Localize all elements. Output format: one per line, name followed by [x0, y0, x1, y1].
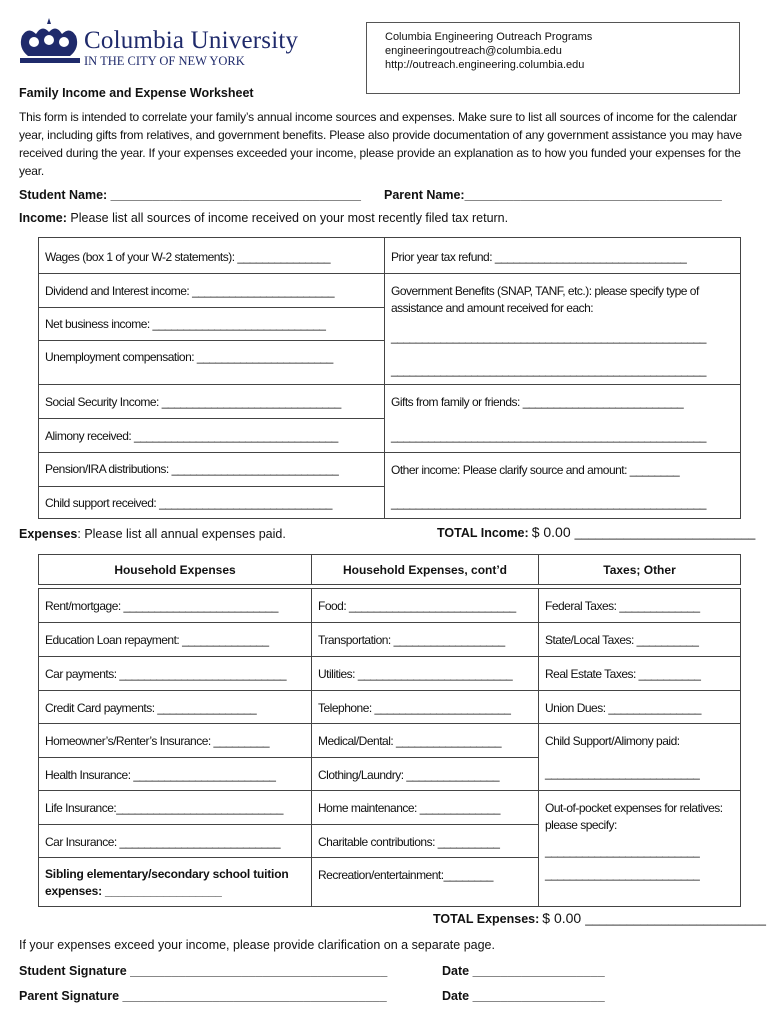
expense-label: Car payments: ___________________________ [45, 667, 287, 681]
expense-label: Rent/mortgage: _________________________ [45, 599, 278, 613]
other-income-label: Other income: Please clarify source and amount: ________ [391, 463, 680, 477]
expense-label: Credit Card payments: ________________ [45, 701, 257, 715]
expense-row-taxes[interactable] [538, 656, 741, 691]
gov-benefits-line-1[interactable]: ___________________________________________________ [391, 330, 706, 344]
child-support-label: Child support received: ____________________________ [45, 496, 332, 510]
income-wages[interactable] [38, 237, 385, 274]
expense-label: Utilities: _________________________ [318, 667, 513, 681]
expense-row-household[interactable] [38, 824, 312, 858]
expense-label: Education Loan repayment: ______________ [45, 633, 269, 647]
wages-label: Wages (box 1 of your W-2 statements): _______________ [45, 250, 331, 264]
header-household-label: Household Expenses [114, 563, 236, 577]
expense-row-household-contd[interactable] [311, 790, 539, 825]
income-prior-refund[interactable] [384, 237, 741, 274]
expense-row-taxes[interactable] [538, 690, 741, 724]
out-of-pocket-line-2[interactable]: _________________________ [545, 867, 700, 881]
expense-label: Union Dues: _______________ [545, 701, 701, 715]
gifts-label: Gifts from family or friends: __________________________ [391, 395, 684, 409]
out-of-pocket-line-1[interactable]: _________________________ [545, 844, 700, 858]
unemployment-label: Unemployment compensation: ______________________ [45, 350, 333, 364]
logo-bar [20, 58, 80, 63]
header-household [38, 554, 312, 585]
income-label: Income: [19, 211, 67, 225]
student-signature-field[interactable]: Student Signature _____________________________________ [19, 964, 388, 978]
other-income-line[interactable]: ___________________________________________________ [391, 496, 706, 510]
expense-label: Recreation/entertainment:________ [318, 868, 493, 882]
income-other[interactable] [384, 452, 741, 519]
expense-label: Life Insurance:___________________________ [45, 801, 283, 815]
expense-row-household-contd[interactable] [311, 690, 539, 724]
child-support-paid-line[interactable]: _________________________ [545, 766, 700, 780]
income-net-business[interactable] [38, 307, 385, 341]
social-security-label: Social Security Income: _____________________________ [45, 395, 341, 409]
expense-out-of-pocket[interactable] [538, 790, 741, 907]
expense-label: Federal Taxes: _____________ [545, 599, 700, 613]
expense-label: Food: ___________________________ [318, 599, 516, 613]
total-expenses-label: TOTAL Expenses: [433, 912, 540, 926]
income-instructions [19, 211, 508, 225]
student-date-field[interactable]: Date ___________________ [442, 964, 605, 978]
header-household-contd [311, 554, 539, 585]
income-pension[interactable] [38, 452, 385, 487]
total-expenses-line: __________________________ [585, 912, 766, 926]
sibling-tuition-label: Sibling elementary/secondary school tuition expenses: __________________ [45, 867, 289, 898]
income-social-security[interactable] [38, 384, 385, 419]
logo-subtitle: IN THE CITY OF NEW YORK [84, 54, 245, 68]
income-alimony[interactable] [38, 418, 385, 453]
expense-label: Home maintenance: _____________ [318, 801, 500, 815]
total-income-row [437, 524, 755, 540]
expense-row-household-contd[interactable] [311, 622, 539, 657]
expense-row-taxes[interactable] [538, 622, 741, 657]
expense-child-support-paid[interactable] [538, 723, 741, 791]
intro-text: This form is intended to correlate your family’s annual income sources and expenses. Make sure to list all sources of income for the calendar year, including gifts from relatives, and government benefits. Please also provide documentation of any government assistance you may have received during the year. If your expenses exceeded your income, please provide an explanation as to how you funded your expenses for the year. [19, 110, 742, 178]
expense-row-taxes[interactable] [538, 588, 741, 623]
total-expenses-value[interactable]: $ 0.00 [542, 910, 582, 926]
expenses-text: : Please list all annual expenses paid. [77, 527, 286, 541]
expense-row-household[interactable] [38, 588, 312, 623]
contact-box [366, 22, 740, 94]
income-text: Please list all sources of income received on your most recently filed tax return. [66, 211, 509, 225]
expense-label: Real Estate Taxes: __________ [545, 667, 701, 681]
expenses-instructions [19, 527, 286, 541]
income-gifts[interactable] [384, 384, 741, 453]
expense-row-household-contd[interactable] [311, 857, 539, 907]
expense-row-household[interactable] [38, 723, 312, 758]
expense-row-household[interactable] [38, 622, 312, 657]
page-title: Family Income and Expense Worksheet [19, 86, 254, 100]
gov-benefits-line-2[interactable]: ___________________________________________________ [391, 363, 706, 377]
expense-label: Car Insurance: __________________________ [45, 835, 281, 849]
expense-label: Homeowner’s/Renter’s Insurance: _________ [45, 734, 270, 748]
expense-label: Telephone: ______________________ [318, 701, 511, 715]
expense-row-household-contd[interactable] [311, 757, 539, 791]
expense-label: Medical/Dental: _________________ [318, 734, 501, 748]
expense-label: Charitable contributions: __________ [318, 835, 500, 849]
expense-row-household[interactable] [38, 656, 312, 691]
dividend-label: Dividend and Interest income: _______________________ [45, 284, 335, 298]
out-of-pocket-label: Out-of-pocket expenses for relatives: please specify: [545, 801, 723, 832]
expense-label: Health Insurance: _______________________ [45, 768, 276, 782]
child-support-paid-label: Child Support/Alimony paid: [545, 734, 680, 748]
expenses-label: Expenses [19, 527, 78, 541]
parent-date-field[interactable]: Date ___________________ [442, 989, 605, 1003]
pension-label: Pension/IRA distributions: ___________________________ [45, 462, 339, 476]
gov-benefits-label: Government Benefits (SNAP, TANF, etc.): please specify type of assistance and amount received for each: [391, 284, 699, 315]
expense-row-household[interactable] [38, 790, 312, 825]
header-taxes-other-label: Taxes; Other [603, 563, 676, 577]
contact-email[interactable]: engineeringoutreach@columbia.edu [385, 45, 562, 57]
expense-label: State/Local Taxes: __________ [545, 633, 699, 647]
income-child-support[interactable] [38, 486, 385, 519]
total-income-label: TOTAL Income: [437, 526, 529, 540]
total-income-value[interactable]: $ 0.00 [531, 524, 571, 540]
alimony-label: Alimony received: _________________________________ [45, 429, 338, 443]
expense-row-household-contd[interactable] [311, 588, 539, 623]
header-taxes-other [538, 554, 741, 585]
total-expenses-row [433, 910, 766, 926]
expense-row-household[interactable] [38, 757, 312, 791]
student-name-field[interactable]: Student Name: ____________________________________ [19, 188, 361, 202]
income-dividend[interactable] [38, 273, 385, 308]
net-business-label: Net business income: ____________________________ [45, 317, 326, 331]
expense-row-household-contd[interactable] [311, 824, 539, 858]
expense-label: Clothing/Laundry: _______________ [318, 768, 500, 782]
logo-name: Columbia University [84, 27, 299, 54]
clarification-note: If your expenses exceed your income, please provide clarification on a separate page. [19, 938, 495, 952]
parent-name-field[interactable]: Parent Name:_____________________________________ [384, 188, 722, 202]
expense-row-household-contd[interactable] [311, 723, 539, 758]
header-household-contd-label: Household Expenses, cont’d [342, 563, 508, 577]
total-income-line: __________________________ [574, 526, 756, 540]
expense-row-household[interactable] [38, 690, 312, 724]
contact-url[interactable]: http://outreach.engineering.columbia.edu [385, 59, 585, 71]
expense-row-household-contd[interactable] [311, 656, 539, 691]
expense-label: Transportation: __________________ [318, 633, 505, 647]
income-unemployment[interactable] [38, 340, 385, 385]
contact-org: Columbia Engineering Outreach Programs [385, 31, 593, 43]
income-gov-benefits[interactable] [384, 273, 741, 385]
expense-row-sibling-tuition[interactable] [38, 857, 312, 907]
prior-refund-label: Prior year tax refund: _______________________________ [391, 250, 687, 264]
gifts-line[interactable]: ___________________________________________________ [391, 429, 706, 443]
parent-signature-field[interactable]: Parent Signature ______________________________________ [19, 989, 387, 1003]
